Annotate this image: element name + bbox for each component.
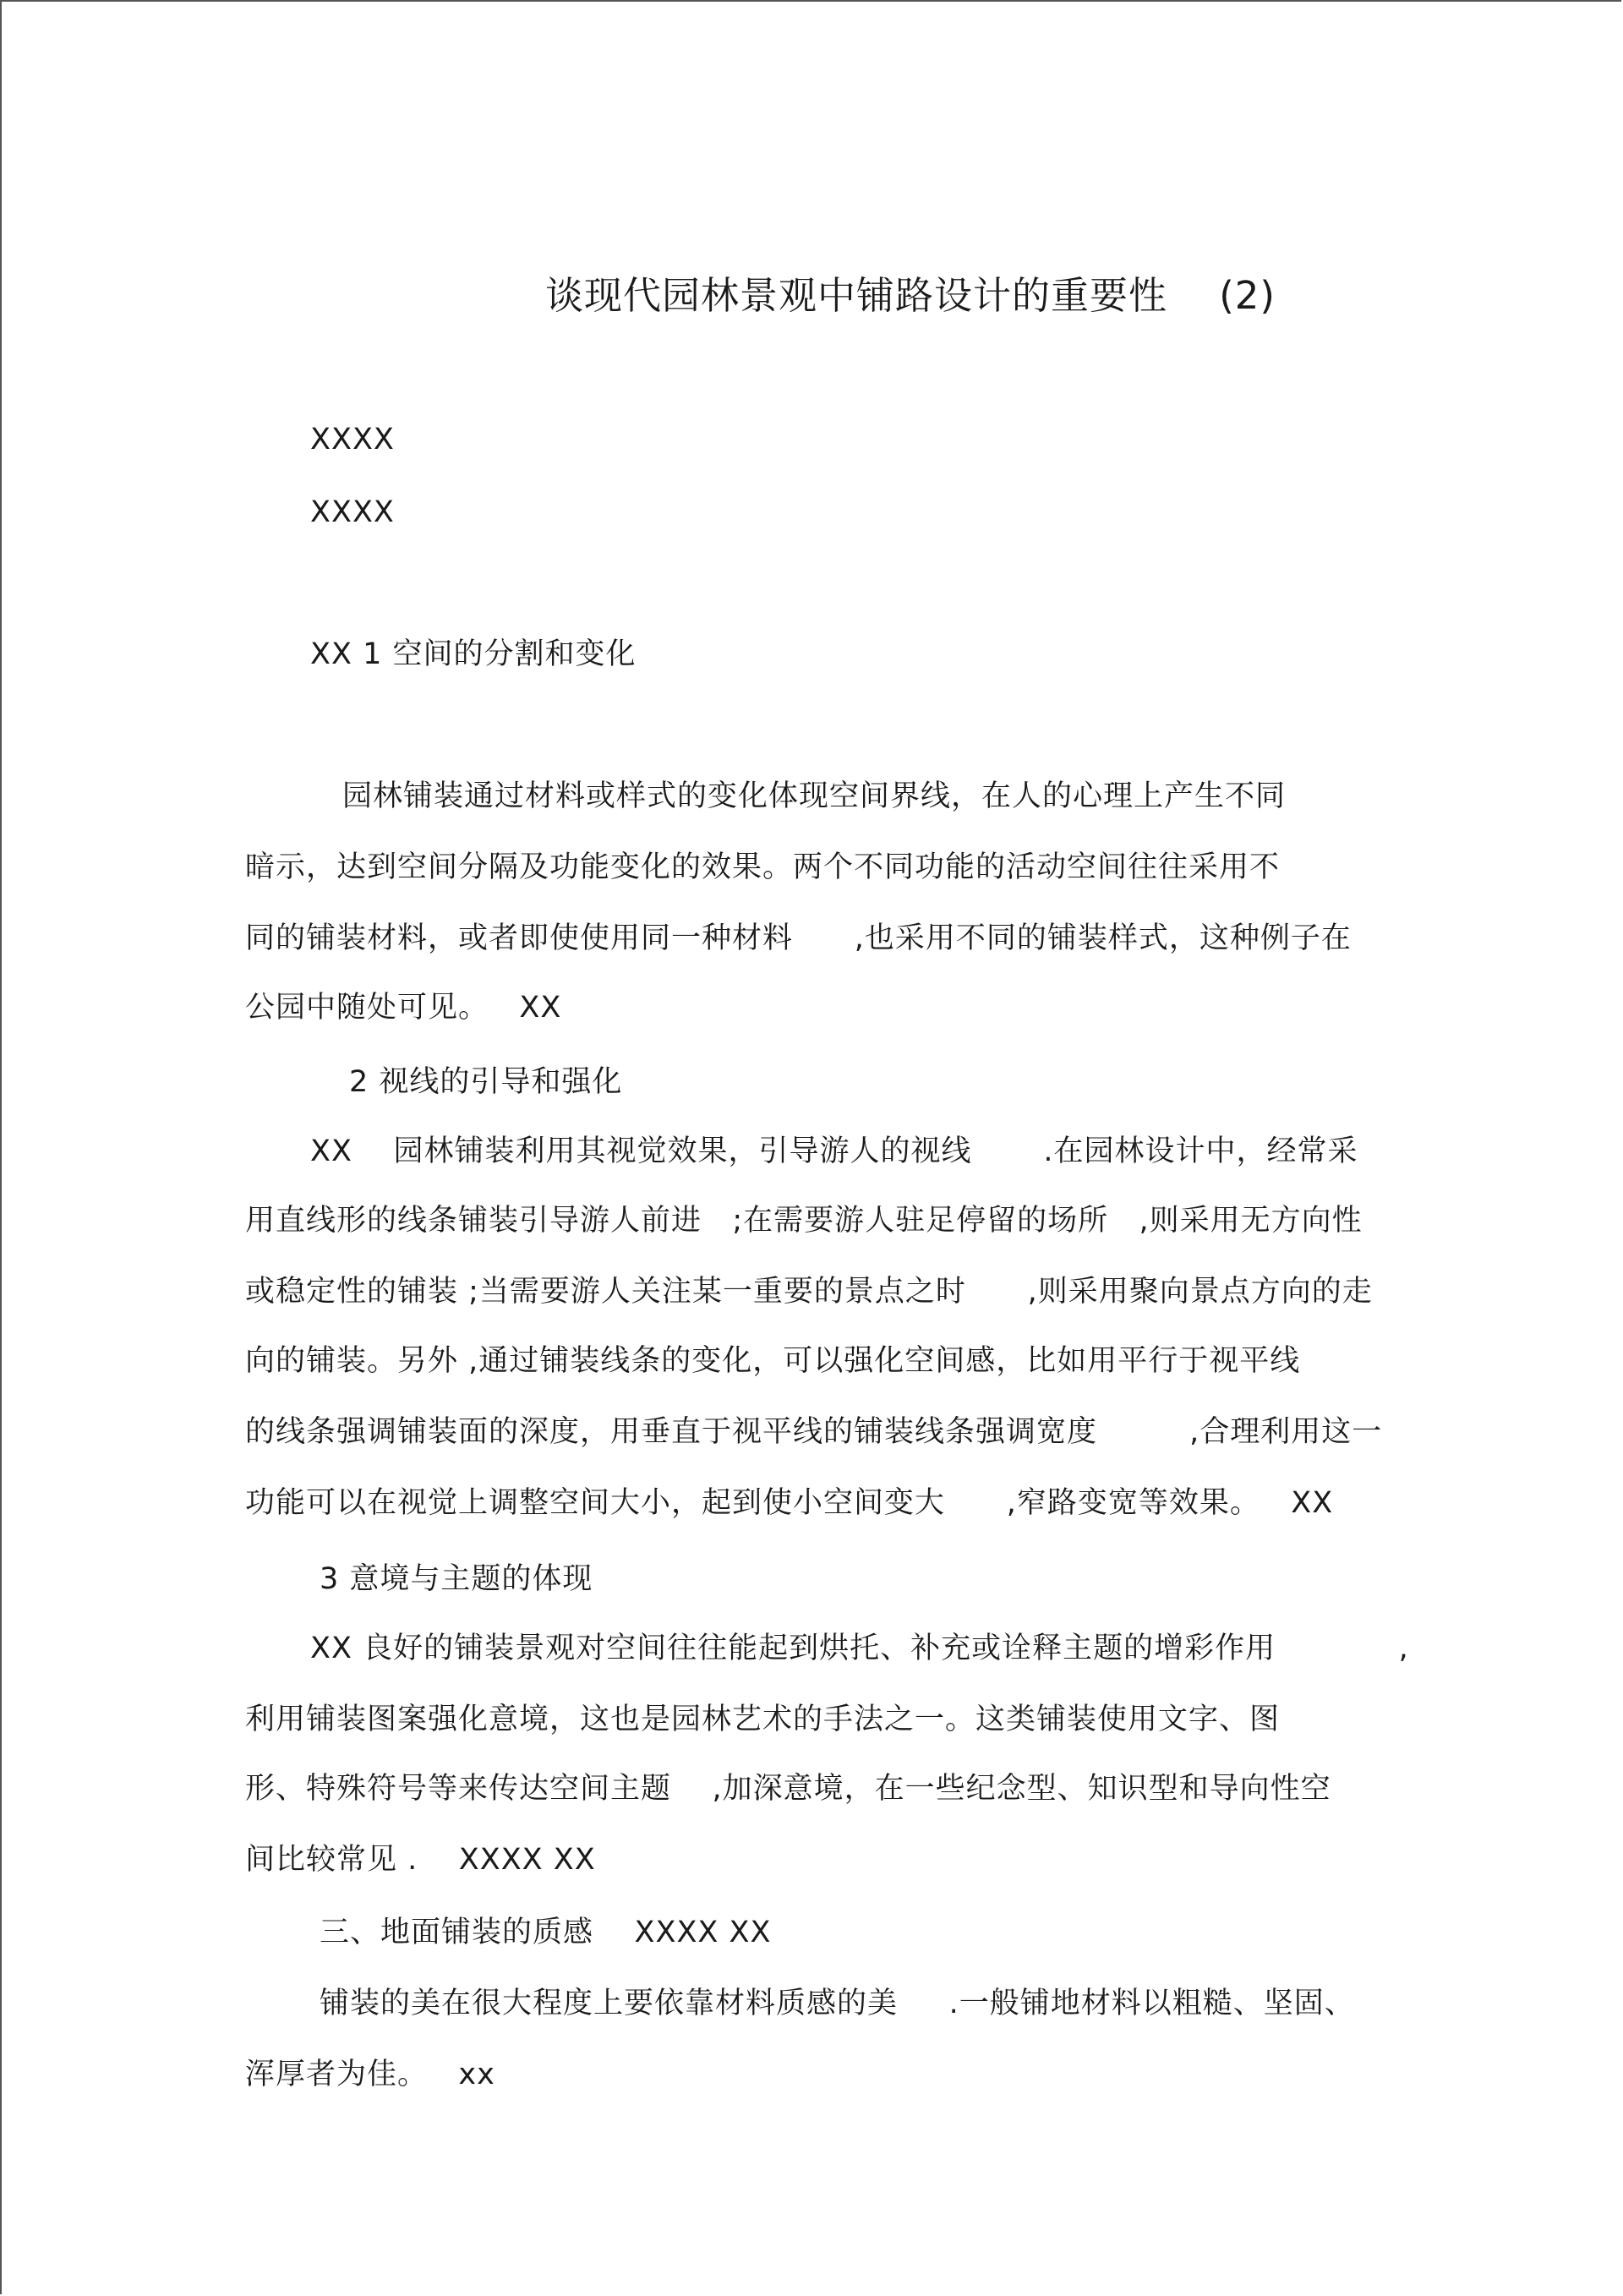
section3-line-3: 形、特殊符号等来传达空间主题 ,加深意境，在一些纪念型、知识型和导向性空	[245, 1772, 1331, 1806]
document-title: 谈现代园林景观中铺路设计的重要性 (2)	[545, 273, 1276, 318]
section4-heading: 三、地面铺装的质感 XXXX XX	[320, 1916, 772, 1949]
section2-line-4: 向的铺装。另外 ,通过铺装线条的变化，可以强化空间感，比如用平行于视平线	[245, 1344, 1301, 1378]
section1-line-3: 同的铺装材料，或者即使使用同一种材料 ,也采用不同的铺装样式，这种例子在	[245, 921, 1352, 955]
section3-heading: 3 意境与主题的体现	[320, 1562, 593, 1596]
section2-line-1: XX 园林铺装利用其视觉效果，引导游人的视线 .在园林设计中，经常采	[310, 1134, 1358, 1168]
author-line-2: XXXX	[310, 495, 395, 529]
section3-line-2: 利用铺装图案强化意境，这也是园林艺术的手法之一。这类铺装使用文字、图	[245, 1703, 1281, 1736]
section2-line-6: 功能可以在视觉上调整空间大小，起到使小空间变大 ,窄路变宽等效果。 XX	[245, 1486, 1334, 1520]
section1-line-1: 园林铺装通过材料或样式的变化体现空间界线，在人的心理上产生不同	[342, 779, 1287, 813]
section2-line-3: 或稳定性的铺装 ;当需要游人关注某一重要的景点之时 ,则采用聚向景点方向的走	[245, 1275, 1373, 1309]
section4-line-2: 浑厚者为佳。 xx	[245, 2058, 495, 2091]
section2-line-5: 的线条强调铺装面的深度，用垂直于视平线的铺装线条强调宽度 ,合理利用这一	[245, 1415, 1383, 1449]
section4-line-1: 铺装的美在很大程度上要依靠材料质感的美 .一般铺地材料以粗糙、坚固、	[320, 1987, 1355, 2020]
section1-heading: XX 1 空间的分割和变化	[310, 637, 637, 671]
section3-line-1: XX 良好的铺装景观对空间往往能起到烘托、补充或诠释主题的增彩作用 ,	[310, 1632, 1409, 1665]
section2-line-2: 用直线形的线条铺装引导游人前进 ;在需要游人驻足停留的场所 ,则采用无方向性	[245, 1204, 1363, 1238]
section1-line-4: 公园中随处可见。 XX	[245, 991, 562, 1025]
section3-line-4: 间比较常见 . XXXX XX	[245, 1843, 596, 1877]
section2-heading: 2 视线的引导和强化	[349, 1065, 623, 1099]
section1-line-2: 暗示，达到空间分隔及功能变化的效果。两个不同功能的活动空间往往采用不	[245, 850, 1281, 884]
author-line-1: XXXX	[310, 423, 395, 456]
